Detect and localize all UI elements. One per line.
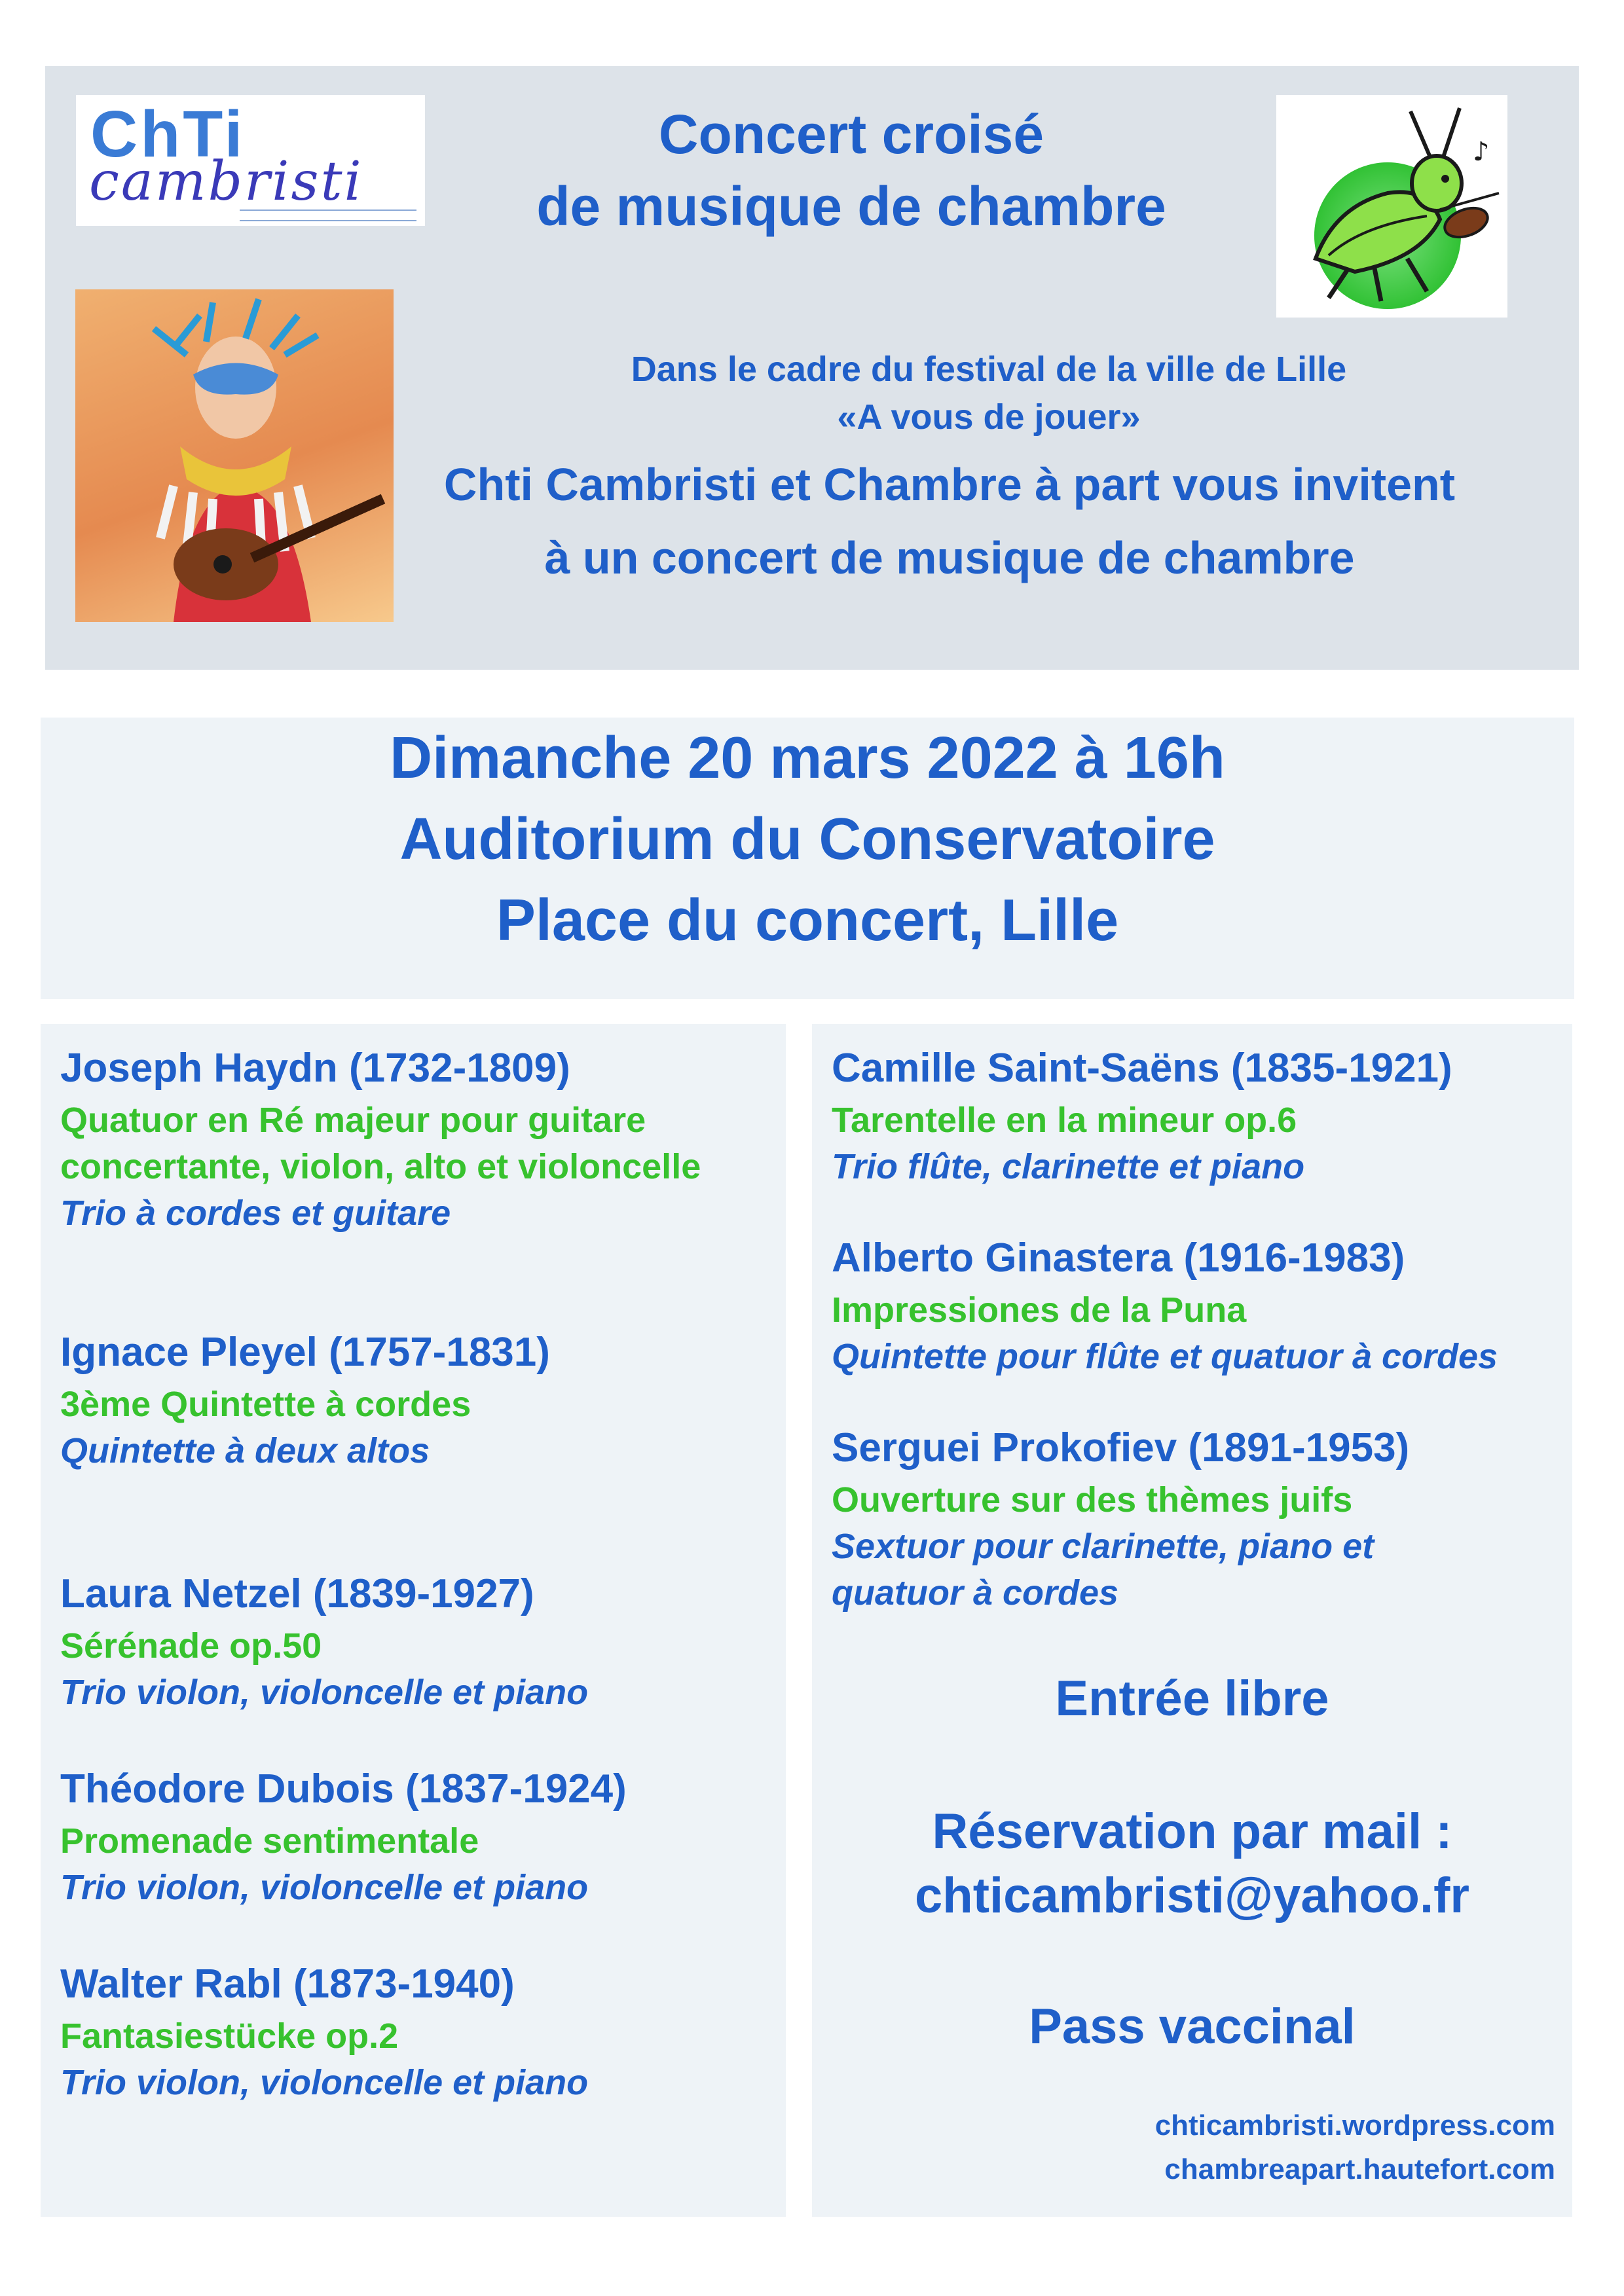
composer-name: Camille Saint-Saëns (1835-1921) xyxy=(832,1046,1452,1091)
work-title: Impressiones de la Puna xyxy=(832,1290,1247,1330)
svg-text:♪: ♪ xyxy=(1473,137,1490,167)
work-title: Fantasiestücke op.2 xyxy=(60,2016,399,2056)
work-title: 3ème Quintette à cordes xyxy=(60,1385,471,1424)
composer-name: Serguei Prokofiev (1891-1953) xyxy=(832,1425,1410,1470)
reservation-email: chticambristi@yahoo.fr xyxy=(915,1868,1469,1923)
event-address: Place du concert, Lille xyxy=(496,888,1119,953)
composer-name: Joseph Haydn (1732-1809) xyxy=(60,1046,570,1091)
invite-line2: à un concert de musique de chambre xyxy=(544,532,1355,583)
instrumentation: Trio à cordes et guitare xyxy=(60,1194,451,1233)
event-venue: Auditorium du Conservatoire xyxy=(399,807,1215,872)
logo-staff-lines xyxy=(240,210,416,221)
pass-vaccinal: Pass vaccinal xyxy=(1029,1999,1356,2054)
work-title: concertante, violon, alto et violoncelle xyxy=(60,1147,701,1186)
instrumentation: Quintette à deux altos xyxy=(60,1431,430,1470)
logo-line2: cambristi xyxy=(89,151,363,213)
chti-cambristi-logo xyxy=(76,95,425,226)
festival-line1: Dans le cadre du festival de la ville de Lille xyxy=(631,350,1347,389)
work-title: Quatuor en Ré majeur pour guitare xyxy=(60,1101,646,1140)
instrumentation: Trio violon, violoncelle et piano xyxy=(60,2063,589,2102)
composer-name: Laura Netzel (1839-1927) xyxy=(60,1571,534,1616)
instrumentation: Sextuor pour clarinette, piano et xyxy=(832,1527,1375,1566)
instrumentation: quatuor à cordes xyxy=(832,1573,1119,1613)
composer-name: Théodore Dubois (1837-1924) xyxy=(60,1766,627,1812)
website-link[interactable]: chambreapart.hautefort.com xyxy=(1164,2153,1555,2185)
header-title-line1: Concert croisé xyxy=(658,103,1044,165)
masked-ukulele-player-photo xyxy=(75,289,394,622)
instrumentation: Trio flûte, clarinette et piano xyxy=(832,1147,1305,1186)
header-title-line2: de musique de chambre xyxy=(536,175,1166,237)
work-title: Tarentelle en la mineur op.6 xyxy=(832,1101,1297,1140)
instrumentation: Trio violon, violoncelle et piano xyxy=(60,1868,589,1907)
work-title: Ouverture sur des thèmes juifs xyxy=(832,1480,1353,1520)
event-date: Dimanche 20 mars 2022 à 16h xyxy=(390,725,1225,791)
cricket-violin-icon xyxy=(1276,95,1507,318)
instrumentation: Quintette pour flûte et quatuor à cordes xyxy=(832,1337,1498,1376)
instrumentation: Trio violon, violoncelle et piano xyxy=(60,1673,589,1712)
composer-name: Walter Rabl (1873-1940) xyxy=(60,1961,515,2007)
invite-line1: Chti Cambristi et Chambre à part vous invitent xyxy=(443,459,1456,510)
website-link[interactable]: chticambristi.wordpress.com xyxy=(1154,2109,1555,2141)
entry-info: Entrée libre xyxy=(1055,1671,1329,1726)
reservation-label: Réservation par mail : xyxy=(932,1804,1452,1859)
composer-name: Ignace Pleyel (1757-1831) xyxy=(60,1330,550,1375)
composer-name: Alberto Ginastera (1916-1983) xyxy=(832,1235,1405,1281)
work-title: Sérénade op.50 xyxy=(60,1626,322,1666)
logo-line1: ChTi xyxy=(90,98,246,171)
work-title: Promenade sentimentale xyxy=(60,1821,479,1861)
festival-line2: «A vous de jouer» xyxy=(837,397,1141,437)
